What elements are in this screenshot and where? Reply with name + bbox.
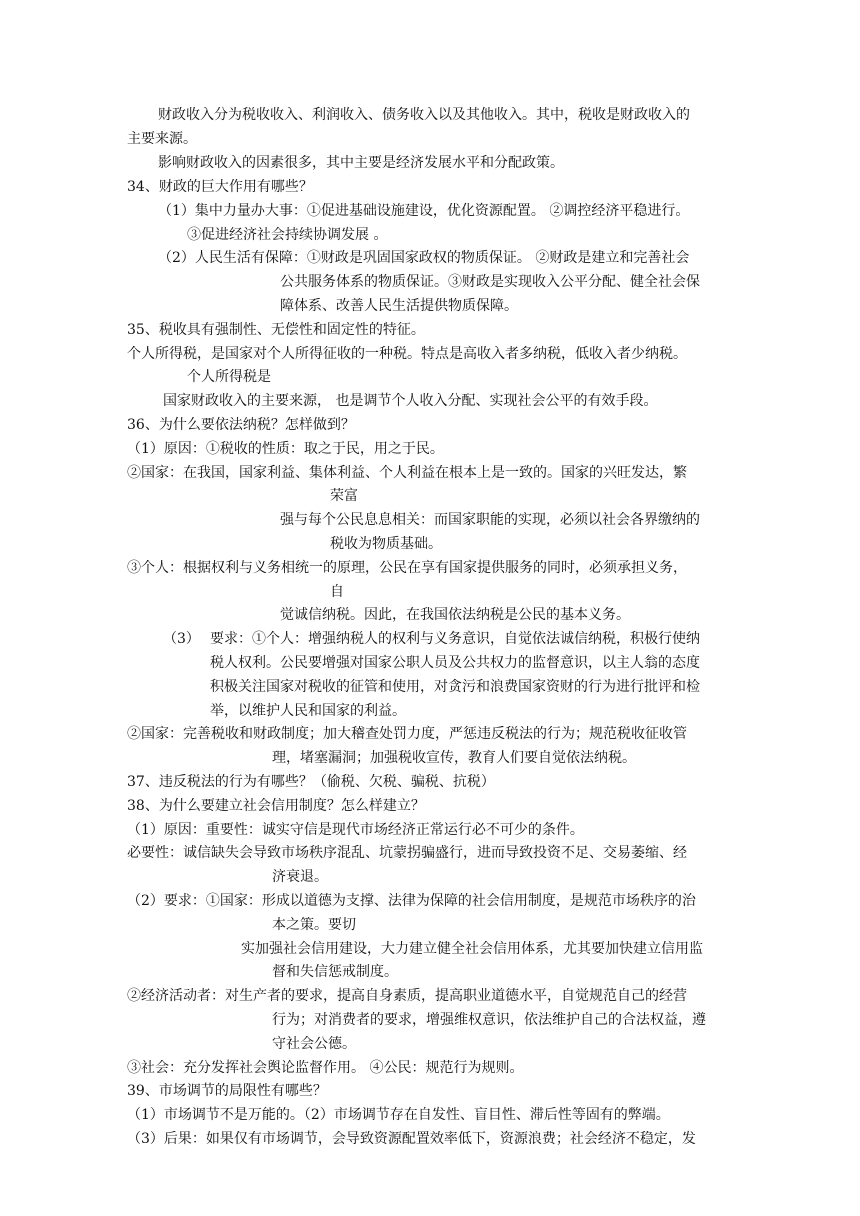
text-line: （3）后果：如果仅有市场调节，会导致资源配置效率低下，资源浪费；社会经济不稳定，发 <box>127 1131 696 1147</box>
heading: 37、违反税法的行为有哪些？（偷税、欠税、骗税、抗税） <box>127 774 495 790</box>
text-line: 税收为物质基础。 <box>330 536 442 552</box>
text-line: ③社会：充分发挥社会舆论监督作用。 ④公民：规范行为规则。 <box>127 1060 524 1076</box>
text-line: （2）要求：①国家：形成以道德为支撑、法律为保障的社会信用制度，是规范市场秩序的治 <box>127 893 696 909</box>
text-line: 要求：①个人：增强纳税人的权利与义务意识，自觉依法诚信纳税，积极行使纳 <box>210 631 700 647</box>
text-line: （1）原因：重要性：诚实守信是现代市场经济正常运行必不可少的条件。 <box>127 822 584 838</box>
text-line: （2）人民生活有保障：①财政是巩固国家政权的物质保证。 ②财政是建立和完善社会 <box>158 250 690 266</box>
text-line: 督和失信惩戒制度。 <box>272 964 398 980</box>
text-line: （3） <box>163 631 200 647</box>
heading: 34、财政的巨大作用有哪些？ <box>127 179 313 195</box>
text-line: （1）市场调节不是万能的。（2）市场调节存在自发性、盲目性、滞后性等固有的弊端。 <box>127 1107 670 1123</box>
text-line: 济衰退。 <box>272 869 328 885</box>
text-line: 积极关注国家对税收的征管和使用，对贪污和浪费国家资财的行为进行批评和检 <box>210 679 700 695</box>
text-line: 自 <box>330 584 344 600</box>
text-line: 荣富 <box>330 488 358 504</box>
text-line: 个人所得税，是国家对个人所得征收的一种税。特点是高收入者多纳税，低收入者少纳税。 <box>127 346 687 362</box>
text-line: ③个人：根据权利与义务相统一的原理，公民在享有国家提供服务的同时，必须承担义务， <box>127 560 687 576</box>
text-line: 本之策。要切 <box>272 917 356 933</box>
heading: 38、为什么要建立社会信用制度？怎么样建立？ <box>127 798 425 814</box>
text-line: （1）集中力量办大事：①促进基础设施建设，优化资源配置。 ②调控经济平稳进行。 <box>158 203 690 219</box>
text-line: 实加强社会信用建设，大力建立健全社会信用体系，尤其要加快建立信用监 <box>241 941 703 957</box>
text-line: 必要性：诚信缺失会导致市场秩序混乱、坑蒙拐骗盛行，进而导致投资不足、交易萎缩、经 <box>127 845 687 861</box>
text-line: ②国家：完善税收和财政制度；加大稽查处罚力度，严惩违反税法的行为；规范税收征收管 <box>127 726 687 742</box>
text-line: ②经济活动者：对生产者的要求，提高自身素质，提高职业道德水平，自觉规范自己的经营 <box>127 988 687 1004</box>
text-line: ③促进经济社会持续协调发展 。 <box>187 227 388 243</box>
text-line: 障体系、改善人民生活提供物质保障。 <box>280 298 518 314</box>
text-line: ②国家：在我国，国家利益、集体利益、个人利益在根本上是一致的。国家的兴旺发达，繁 <box>127 465 687 481</box>
heading: 39、市场调节的局限性有哪些？ <box>127 1083 327 1099</box>
text-line: 主要来源。 <box>127 131 197 147</box>
text-line: 财政收入分为税收收入、利润收入、债务收入以及其他收入。其中，税收是财政收入的 <box>158 107 690 123</box>
text-line: 国家财政收入的主要来源， 也是调节个人收入分配、实现社会公平的有效手段。 <box>163 393 658 409</box>
text-line: 个人所得税是 <box>187 369 271 385</box>
text-line: 觉诚信纳税。因此，在我国依法纳税是公民的基本义务。 <box>280 607 630 623</box>
text-line: 守社会公德。 <box>272 1036 356 1052</box>
text-line: 行为；对消费者的要求，增强维权意识，依法维护自己的合法权益，遵 <box>272 1012 706 1028</box>
heading: 35、税收具有强制性、无偿性和固定性的特征。 <box>127 322 425 338</box>
text-line: （1）原因：①税收的性质：取之于民，用之于民。 <box>127 441 444 457</box>
text-line: 影响财政收入的因素很多，其中主要是经济发展水平和分配政策。 <box>158 155 564 171</box>
text-line: 公共服务体系的物质保证。③财政是实现收入公平分配、健全社会保 <box>280 274 700 290</box>
text-line: 理，堵塞漏洞；加强税收宣传，教育人们要自觉依法纳税。 <box>272 750 636 766</box>
text-line: 强与每个公民息息相关：而国家职能的实现，必须以社会各界缴纳的 <box>280 512 700 528</box>
text-line: 举，以维护人民和国家的利益。 <box>210 703 406 719</box>
heading: 36、为什么要依法纳税？怎样做到？ <box>127 417 355 433</box>
text-line: 税人权利。公民要增强对国家公职人员及公共权力的监督意识，以主人翁的态度 <box>210 655 700 671</box>
